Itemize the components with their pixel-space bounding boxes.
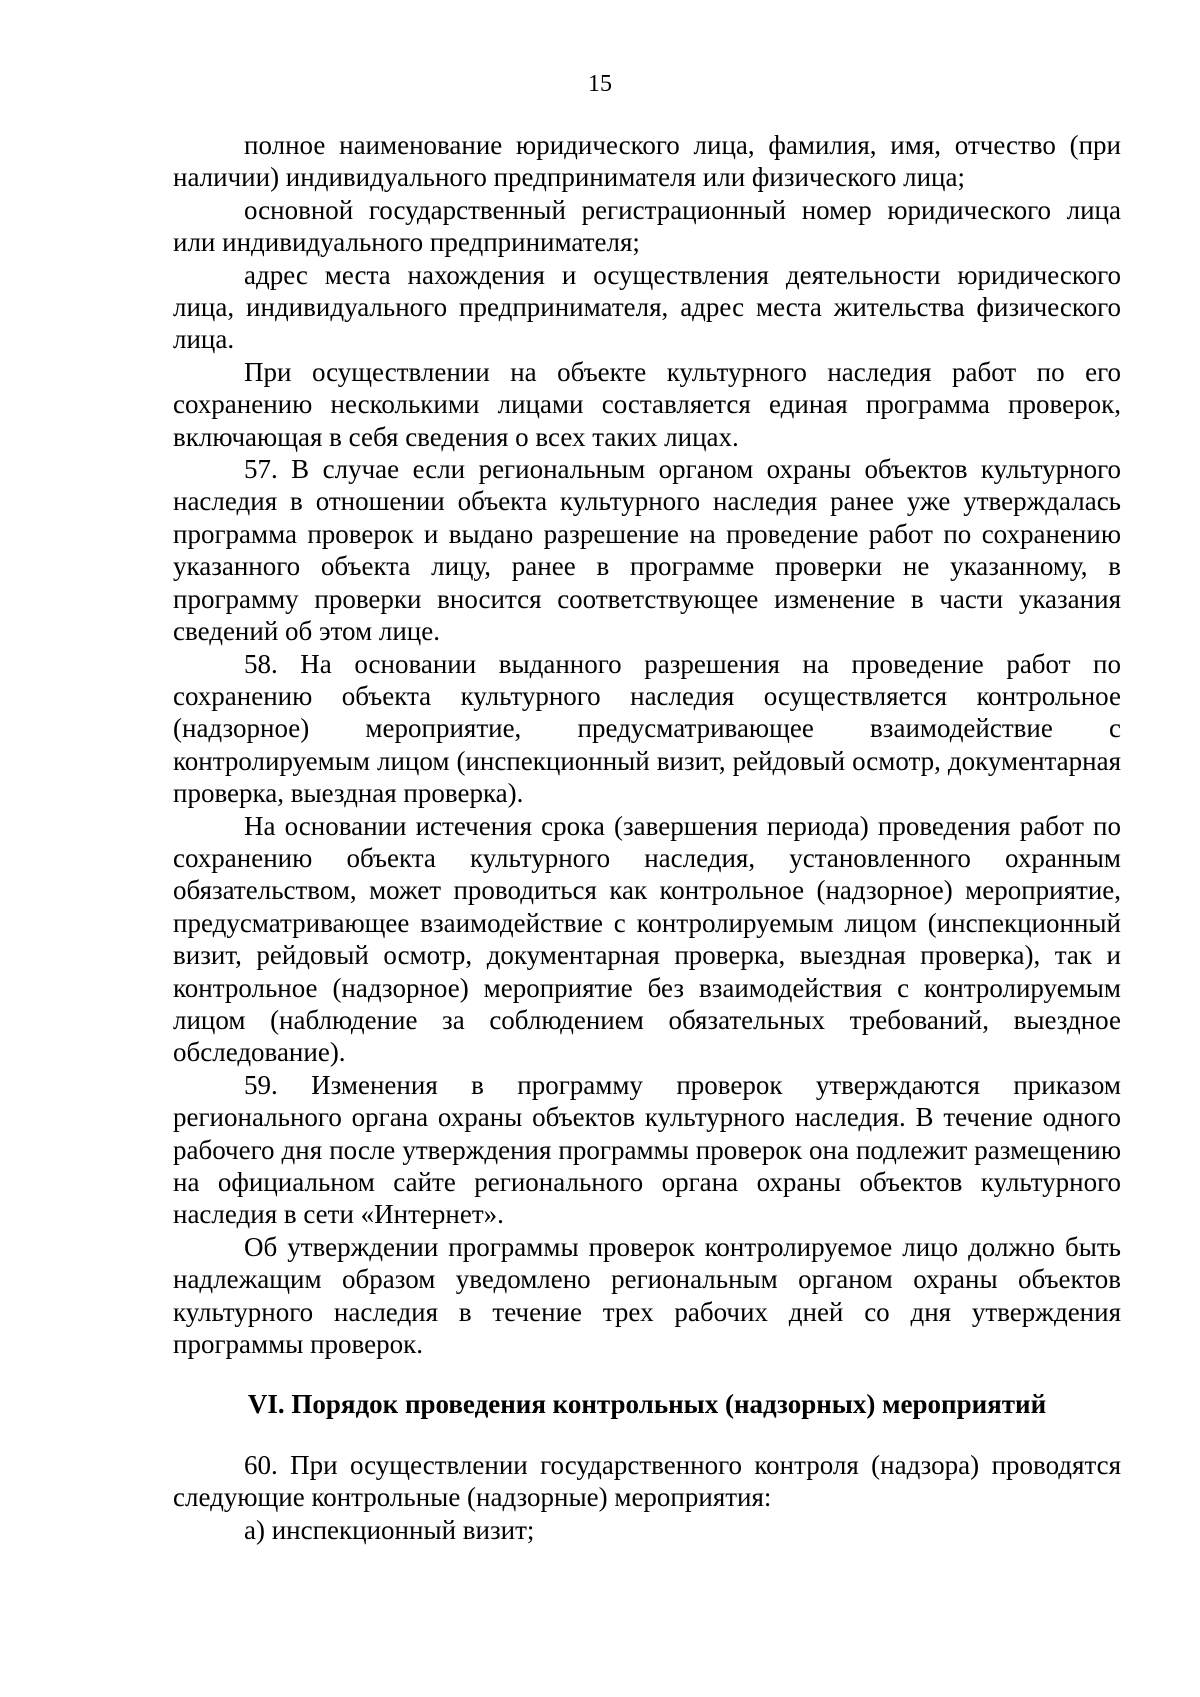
paragraph-59: 59. Изменения в программу проверок утверждаются приказом регионального органа охраны объектов культурного наследия. В течение одного рабочего дня после утверждения программы проверок она подлежит размещению на официальном сайте регионального органа охраны объектов культурного наследия в сети «Интернет».	[173, 1069, 1121, 1230]
paragraph-multiple-persons: При осуществлении на объекте культурного наследия работ по его сохранению несколькими лицами составляется единая программа проверок, включающая в себя сведения о всех таких лицах.	[173, 356, 1121, 452]
paragraph-full-name: полное наименование юридического лица, фамилия, имя, отчество (при наличии) индивидуального предпринимателя или физического лица;	[173, 130, 1121, 193]
paragraph-registration-number: основной государственный регистрационный номер юридического лица или индивидуального предпринимателя;	[173, 194, 1121, 258]
paragraph-57: 57. В случае если региональным органом охраны объектов культурного наследия в отношении объекта культурного наследия ранее уже утверждалась программа проверок и выдано разрешение на проведение работ по сохранению указанного объекта лицу, ранее в программе проверки не указанному, в программу проверки вносится соответствующее изменение в части указания сведений об этом лице.	[173, 454, 1121, 647]
document-body	[173, 129, 1121, 1546]
paragraph-58-expiry: На основании истечения срока (завершения периода) проведения работ по сохранению объекта культурного наследия, установленного охранным обязательством, может проводиться как контрольное (надзорное) мероприятие, предусматривающее взаимодействие с контролируемым лицом (инспекционный визит, рейдовый осмотр, документарная проверка, выездная проверка), так и контрольное (надзорное) мероприятие без взаимодействия с контролируемым лицом (наблюдение за соблюдением обязательных требований, выездное обследование).	[173, 810, 1121, 1068]
paragraph-58: 58. На основании выданного разрешения на проведение работ по сохранению объекта культурного наследия осуществляется контрольное (надзорное) мероприятие, предусматривающее взаимодействие с контролируемым лицом (инспекционный визит, рейдовый осмотр, документарная проверка, выездная проверка).	[173, 648, 1121, 809]
page-number: 15	[588, 71, 612, 97]
paragraph-address: адрес места нахождения и осуществления деятельности юридического лица, индивидуального предпринимателя, адрес места жительства физического лица.	[173, 259, 1121, 355]
section-heading: VI. Порядок проведения контрольных (надзорных) мероприятий	[247, 1389, 1047, 1420]
paragraph-59-notification: Об утверждении программы проверок контролируемое лицо должно быть надлежащим образом уведомлено региональным органом охраны объектов культурного наследия в течение трех рабочих дней со дня утверждения программы проверок.	[173, 1231, 1121, 1360]
list-item-a: а) инспекционный визит;	[244, 1514, 535, 1545]
paragraph-60: 60. При осуществлении государственного контроля (надзора) проводятся следующие контрольные (надзорные) мероприятия:	[173, 1449, 1121, 1513]
